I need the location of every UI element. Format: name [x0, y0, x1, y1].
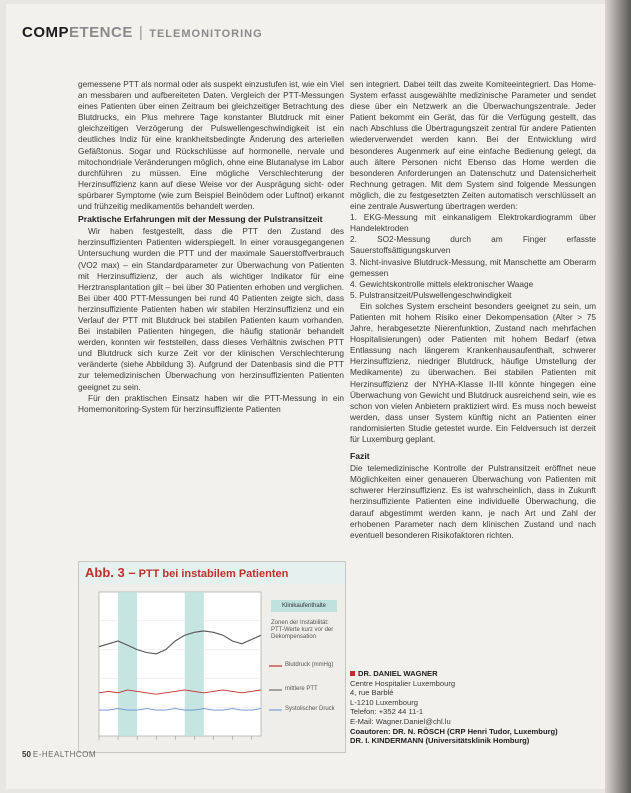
author-email[interactable]: E-Mail: Wagner.Daniel@chl.lu: [350, 716, 451, 726]
figure-subtitle: PTT bei instabilem Patienten: [138, 568, 289, 580]
coauthor-line: DR. I. KINDERMANN (Universitätsklinik Homburg): [350, 736, 530, 746]
list-item: 4. Gewichtskontrolle mittels elektronischer Waage: [350, 278, 534, 289]
list-item: 1. EKG-Messung mit einkanaligem Elektrokardiogramm über Handelektroden: [350, 212, 596, 234]
page-number: [22, 750, 96, 759]
left-subheading: Praktische Erfahrungen mit der Messung der Pulstransitzeit: [78, 214, 323, 225]
list-item: 3. Nicht-invasive Blutdruck-Messung, mit Manschette am Oberarm gemessen: [350, 256, 596, 278]
left-paragraph: Wir haben festgestellt, dass die PTT den Zustand des herzinsuffizienten Patienten widerspiegelt. In einer vorausgegangenen Untersuchung wurden die PTT und der maximale Sauerstoffverbrauch (VO2 max) – ein Standardparameter zur Überwachung von Patienten mit Herzinsuffizienz, der auch als wichtiger Indikator für eine Herztransplantation gilt – bei über 30 Patienten erhoben und verglichen. Bei über 400 PTT-Messungen bei rund 40 Patienten zeigte sich, dass herzinsuffiziente Patienten haben wir stabilen Herzinsuffizienz und ein Verlauf der PTT mit Blutdruck bei stabilen Patienten kaum vorhanden. Bei instabilen Patienten hingegen, die häufig stationär behandelt werden, konnten wir feststellen, dass dieses Verhältnis zwischen PTT und Blutdruck sich kurze Zeit vor der klinischen Verschlechterung veränderte (siehe Abbildung 3). Aufgrund der Datenbasis sind die PTT zur telemedizinischen Überwachung von herzinsuffizienten Patienten geeignet zu sein.: [78, 226, 344, 392]
right-column: [350, 79, 596, 654]
legend-ptt: [285, 686, 343, 693]
magazine-page: [6, 4, 606, 789]
author-block: [350, 669, 596, 746]
coauthor-line: Coautoren: DR. N. RÖSCH (CRP Henri Tudor, Luxemburg): [350, 726, 558, 736]
header-section: TELEMONITORING: [149, 28, 263, 40]
list-item: 2. SO2-Messung durch am Finger erfasste Sauerstoffsättigungskurven: [350, 234, 596, 256]
legend-bp-label: Blutdruck (mmHg): [285, 662, 334, 668]
section-header: [22, 24, 263, 42]
author-name-line: [350, 669, 596, 679]
legend-bp: [285, 662, 343, 669]
figure-label: Abb. 3 –: [85, 565, 136, 580]
author-line: Centre Hospitalier Luxembourg: [350, 678, 456, 688]
author-phone: Telefon: +352 44 11-1: [350, 707, 424, 717]
header-part1: COMP: [22, 24, 69, 41]
author-line: L-1210 Luxembourg: [350, 697, 418, 707]
measurement-list: [350, 212, 596, 301]
right-paragraph: sen integriert. Dabei teilt das zweite Komiteeintegriert. Das Home-System erfasst ausgewählte medizinische Parameter und sendet diese über ein Netzwerk an die Überwachungszentrale. Jeder Patient bekommt ein Gerät, das für die Verfügung gestellt, das nach Abschluss die Übertragungszeit zentral für andere Patienten wiederverwendet werden kann. Bei der Entwicklung wird besonderes Augenmerk auf eine einfache Bedienung gelegt, da auch ältere Personen nicht Ebenso das Home werden die besonderen Anforderungen an Datenschutz und Datensicherheit Rechnung getragen. Mit dem System sind folgende Messungen möglich, die zu festgesetzten Zeiten automatisch verschlüsselt an eine zentrale Auswertung übertragen werden:: [350, 79, 596, 212]
instability-band: [185, 592, 204, 736]
page-number-value: 50: [22, 750, 31, 759]
header-part2: ETENCE: [69, 24, 133, 41]
right-paragraph: Ein solches System erscheint besonders geeignet zu sein, um Patienten mit hohem Risiko einer Dekompensation (Alter > 75 Jahre, herabgesetzte Nierenfunktion, Zustand nach mehrfachen Hospitalisierungen) oder Patienten mit hohem Bedarf (etwa Entlassung nach längerem Krankenhausaufenthalt, schwerer Herzinsuffizienz, niedriger Blutdruck, häufige Umstellung der Medikamente) zu überwachen. Bei stabilen Patienten mit Herzinsuffizienz der NYHA-Klasse II-III könnte hingegen eine Überwachung von Gewicht und Blutdruck ausreichend sein, wie es schon von vielen Anbietern praktiziert wird. Es muss noch beweist werden, dass unser System künftig nicht an Patienten einer randomisierten Studie getestet wurde. Ein Feldversuch ist derzeit für Luxemburg geplant.: [350, 300, 596, 444]
legend-hospital-box: Klinikaufenthalte: [271, 600, 337, 612]
legend-sys-label: Systolischer Druck: [285, 706, 335, 712]
left-column: [78, 79, 344, 559]
left-paragraph: Für den praktischen Einsatz haben wir die PTT-Messung in ein Homemonitoring-System für herzinsuffiziente Patienten: [78, 392, 344, 414]
header-separator: |: [138, 24, 144, 41]
legend-zone: Zonen der Instabilität: PTT-Werte kurz vor der Dekompensation: [271, 620, 334, 640]
author-name: DR. DANIEL WAGNER: [358, 669, 438, 678]
magazine-name: E-HEALTHCOM: [32, 750, 97, 759]
figure-title-bar: [79, 562, 345, 584]
page-gutter-shadow: [605, 0, 631, 793]
legend-hospital: [271, 600, 341, 612]
left-paragraph: gemessene PTT als normal oder als suspekt einzustufen ist, wie ein Viel an messbaren und aufbereiteten Daten. Vergleich der PTT-Messungen eines Patienten über einen Zeitraum bei gleichzeitiger Betrachtung des Blutdrucks, ein Plus mehrere Tage konstanter Blutdruck mit einer gleichzeitigen Verzögerung der Pulswellengeschwindigkeit ist ein deutliches Indiz für eine krankheitsbedingte Änderung des arteriellen Gefäßtonus. Sogar und Rückschlüsse auf hormonelle, nervale und mitochondriale Veränderungen möglich, ohne eine Blutanalyse im Labor durchführen zu müssen. Eine mögliche Verschlechterung der Herzinsuffizienz kann auf diese Weise vor der Ausprägung sicht- oder spürbarer Symptome (wie zum Beispiel Beinödem oder Luftnot) erkannt und frühzeitig medikamentös behandelt werden.: [78, 79, 344, 212]
ptt-chart: [85, 588, 265, 746]
list-item: 5. Pulstransitzeit/Pulswellengeschwindigkeit: [350, 289, 512, 300]
instability-band: [118, 592, 137, 736]
legend-swatches: [269, 662, 283, 722]
author-marker-icon: [350, 671, 355, 676]
figure-abb3: [78, 561, 346, 753]
fazit-heading: Fazit: [350, 451, 370, 462]
fazit-text: Die telemedizinische Kontrolle der Pulstransitzeit eröffnet neue Möglichkeiten einer genaueren Überwachung von Patienten mit schwerer Herzinsuffizienz. Es ist wahrscheinlich, dass in Zukunft herzinsuffiziente Patienten eine individuelle Überwachung, die darauf abgestimmt werden kann, je nach Art und Zahl der erhobenen Parameter nach dem klinischen Zustand und nach eventuell besonderen Risikofaktoren richten.: [350, 463, 596, 540]
legend-sys: [285, 706, 343, 713]
legend-ptt-label: mittlere PTT: [285, 686, 318, 692]
author-line: 4, rue Barblé: [350, 688, 394, 698]
